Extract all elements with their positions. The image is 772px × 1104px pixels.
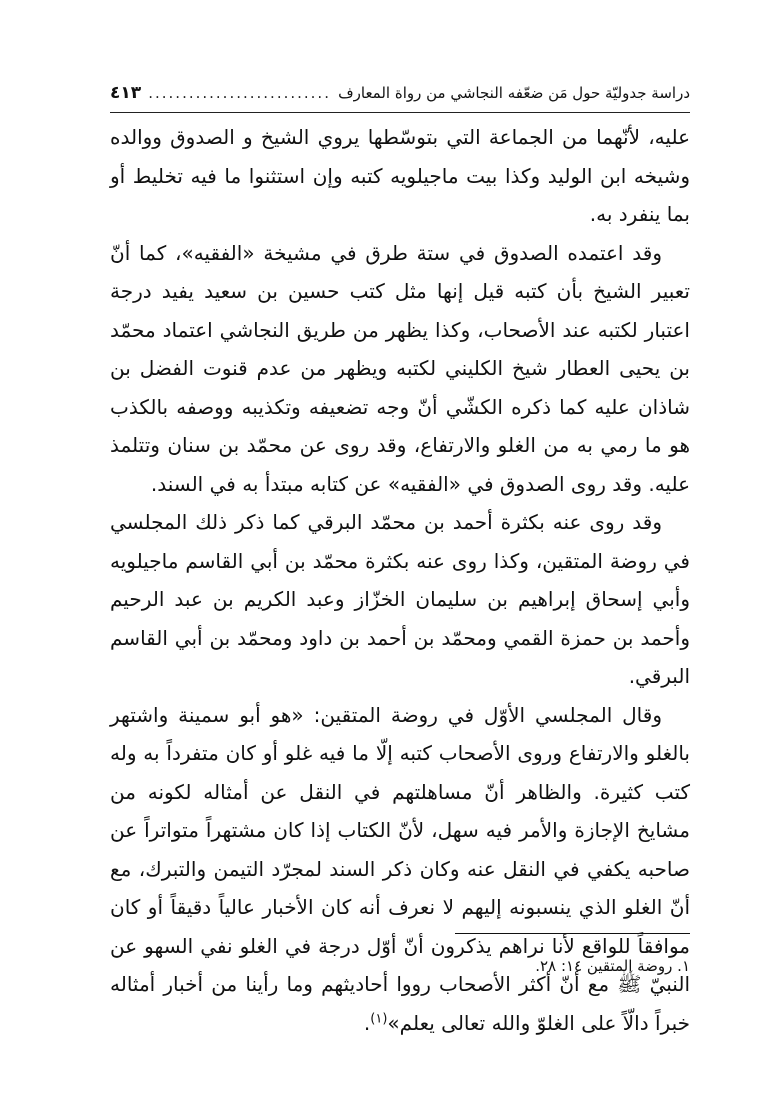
footnote-divider — [455, 933, 690, 934]
running-header — [110, 80, 690, 113]
footnote-reference[interactable]: (١) — [370, 1010, 388, 1026]
paragraph-4 — [110, 696, 690, 1043]
paragraph-3: وقد روى عنه بكثرة أحمد بن محمّد البرقي كما ذكر ذلك المجلسي في روضة المتقين، وكذا روى عنه بكثرة محمّد بن أبي القاسم ماجيلويه وأبي إسحاق إبراهيم بن سليمان الخزّاز وعبد الكريم بن عبد الرحيم وأحمد بن حمزة القمي ومحمّد بن أحمد بن داود ومحمّد بن أبي القاسم البرقي. — [110, 510, 690, 688]
leader-dots: ........................... — [148, 84, 331, 102]
paragraph-2: وقد اعتمده الصدوق في ستة طرق في مشيخة «الفقيه»، كما أنّ تعبير الشيخ بأن كتبه قيل إنها مثل كتب حسين بن سعيد يفيد درجة اعتبار لكتبه عند الأصحاب، وكذا يظهر من طريق النجاشي اعتماد محمّد بن يحيى العطار شيخ الكليني لكتبه ويظهر من عدم قنوت الفضل بن شاذان عليه كما ذكره الكشّي أنّ وجه تضعيفه وتكذيبه ووصفه بالكذب هو ما رمي به من الغلو والارتفاع، وقد روى عن محمّد بن سنان وتتلمذ عليه. وقد روى الصدوق في «الفقيه» عن كتابه مبتدأ به في السند. — [110, 240, 690, 496]
running-title: دراسة جدوليّة حول مَن ضعّفه النجاشي من رواة المعارف — [338, 84, 690, 102]
paragraph-4-text: وقال المجلسي الأوّل في روضة المتقين: «هو أبو سمينة واشتهر بالغلو والارتفاع وروى الأصحاب كتبه إلّا ما فيه غلو أو كان متفرداً به وله كتب كثيرة. والظاهر أنّ مساهلتهم في النقل عن أمثاله لكونه من مشايخ الإجازة والأمر فيه سهل، لأنّ الكتاب إذا كان مشتهراً متواتراً عن صاحبه يكفي في النقل عنه وكان ذكر السند لمجرّد التيمن والتبرك، مع أنّ الغلو الذي ينسبونه إليهم لا نعرف أنه كان الأخبار عالياً دقيقاً أو كان موافقاً للواقع لأنا نراهم يذكرون أنّ أوّل درجة في الغلو نفي السهو عن النبيّ ﷺ مع أنّ أكثر الأصحاب رووا أحاديثهم وما رأينا من أخبار أمثاله خبراً دالّاً على الغلوّ والله تعالى يعلم» — [110, 702, 690, 1035]
page-number: ٤١٣ — [110, 83, 142, 103]
paragraph-4-end: . — [363, 1010, 371, 1035]
paragraph-1: عليه، لأنّهما من الجماعة التي بتوسّطها يروي الشيخ و الصدوق ووالده وشيخه ابن الوليد وكذا بيت ماجيلويه كتبه وإن استثنوا ما فيه تخليط أو بما ينفرد به. — [110, 125, 690, 226]
footnote-1: ١. روضة المتقين ١٤: ٢٨. — [535, 957, 690, 975]
main-text — [110, 118, 690, 1042]
